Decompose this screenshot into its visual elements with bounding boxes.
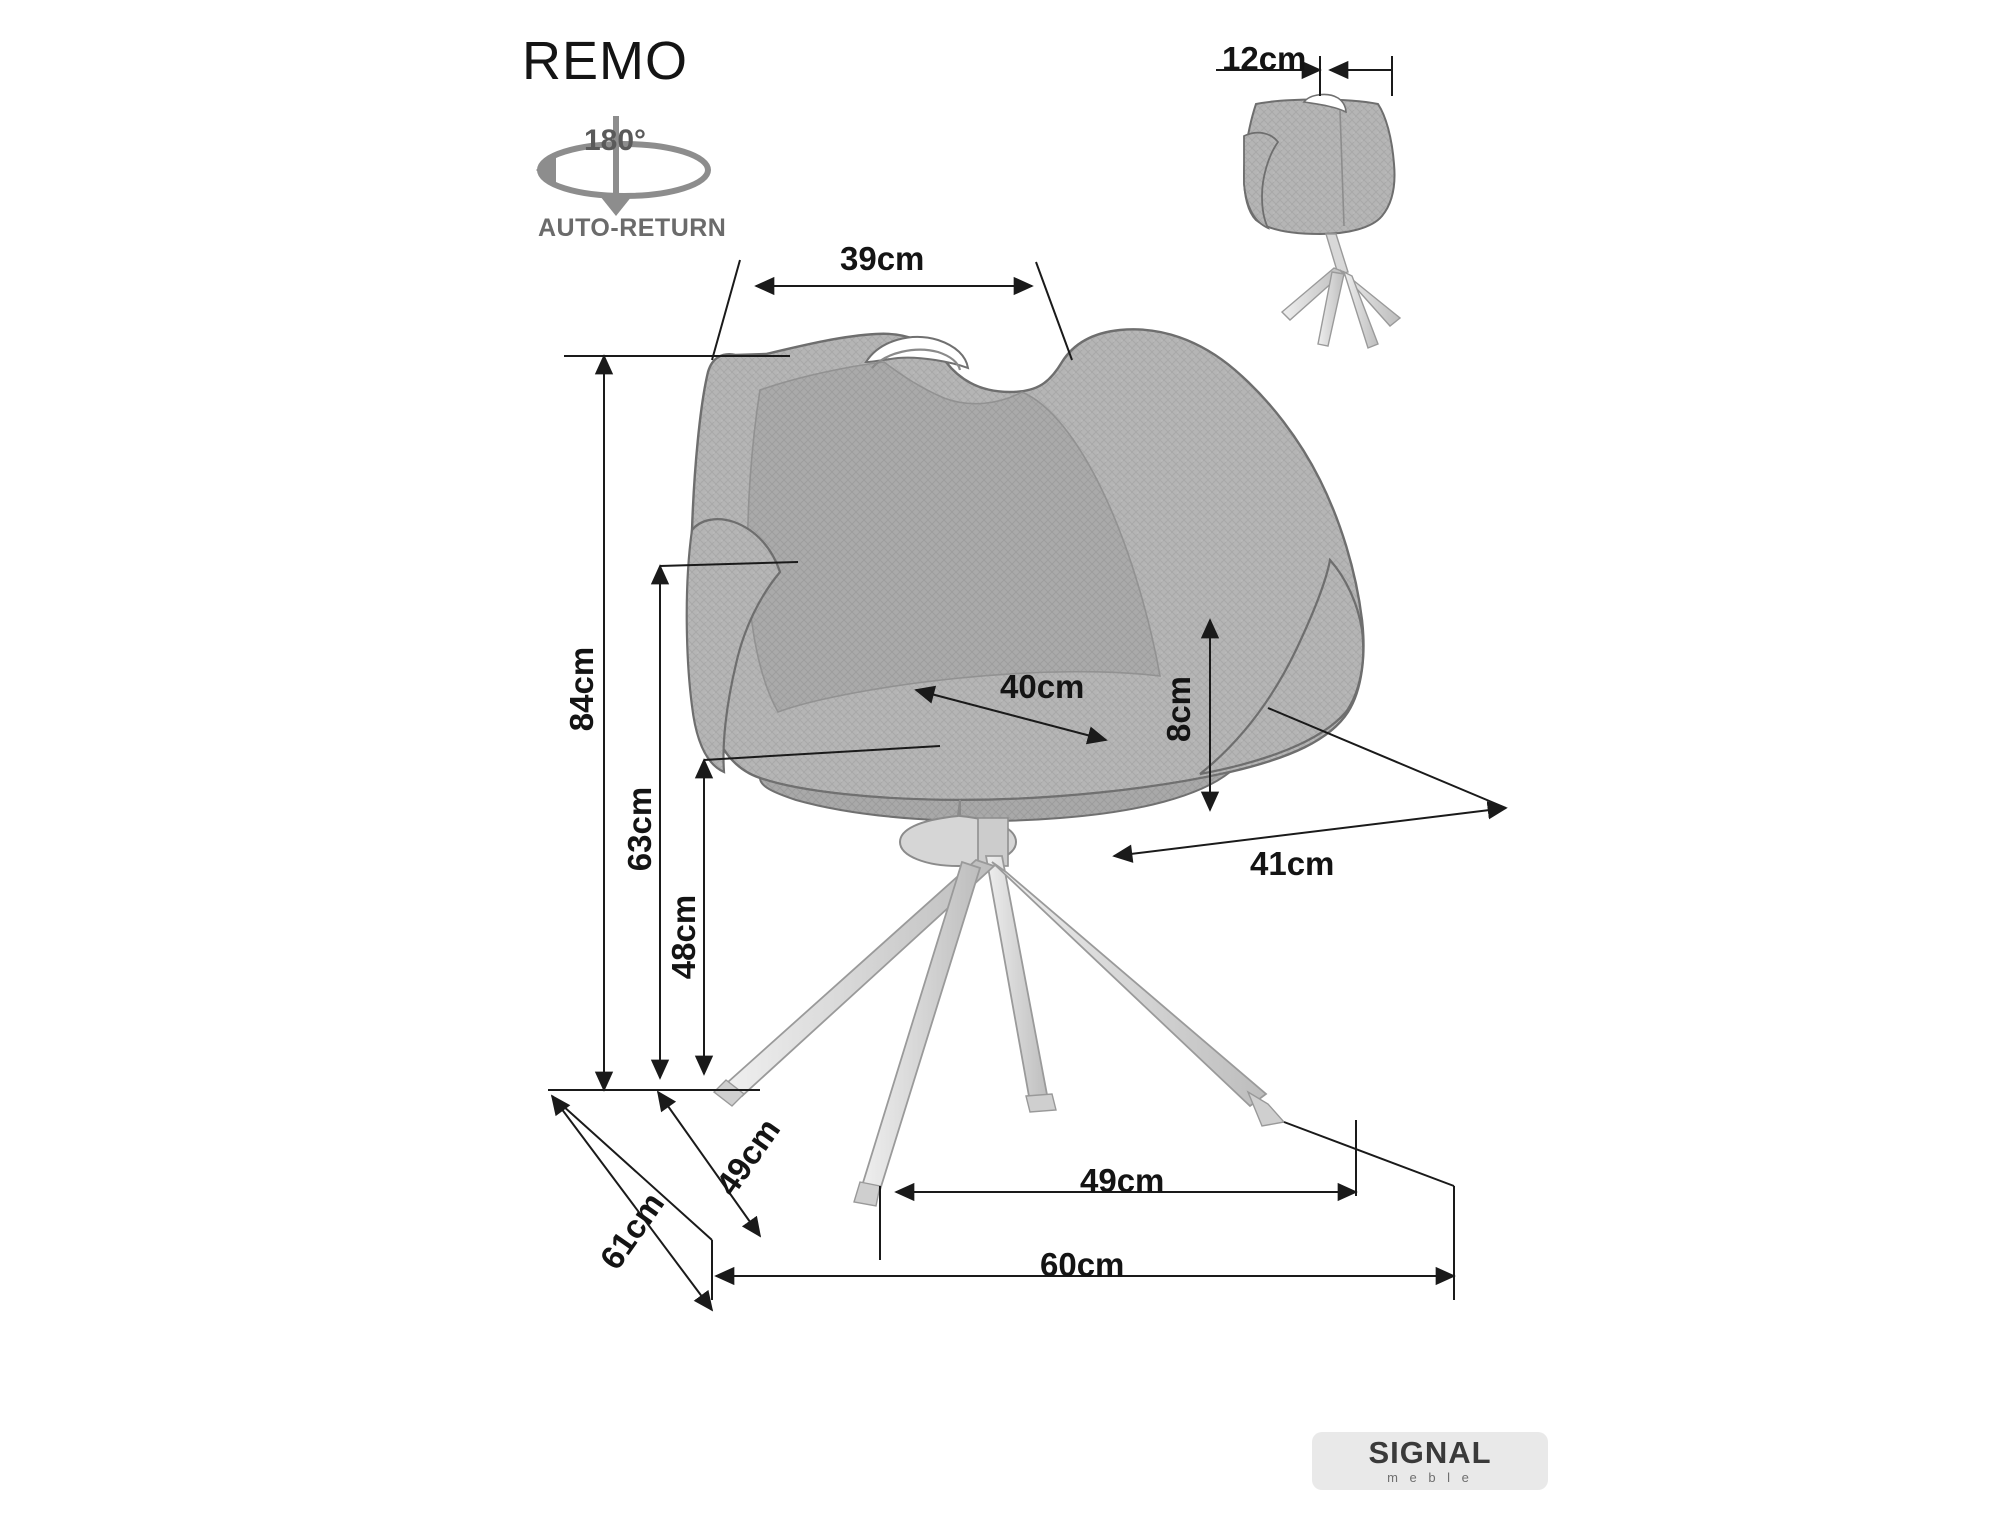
dim-seat-depth: 40cm <box>1000 668 1085 705</box>
dim-width-top: 39cm <box>840 240 925 277</box>
dim-back-detail: 12cm <box>1222 40 1307 77</box>
dim-base-width-outer: 60cm <box>1040 1246 1125 1283</box>
page-title: REMO <box>522 31 688 91</box>
brand-logo <box>1312 1432 1548 1490</box>
dim-base-depth-inner: 49cm <box>708 1111 788 1202</box>
rotation-degrees: 180° <box>584 124 647 157</box>
chair-main-view <box>687 329 1364 1206</box>
leg-front-center <box>986 856 1048 1102</box>
dim-seat-width: 41cm <box>1250 845 1335 882</box>
logo-subtitle: m e b l e <box>1387 1470 1473 1485</box>
foot-1 <box>1026 1094 1056 1112</box>
dim-armrest-height: 8cm <box>1160 675 1198 743</box>
foot-3 <box>1248 1092 1284 1126</box>
dim-base-width-inner: 49cm <box>1080 1162 1165 1199</box>
logo-wordmark: SIGNAL <box>1368 1435 1492 1470</box>
foot-4 <box>854 1182 880 1206</box>
back-view-leg-4 <box>1344 272 1378 348</box>
auto-return-label: AUTO-RETURN <box>538 214 727 242</box>
dim-total-height: 84cm <box>563 646 601 732</box>
chair-legs <box>714 856 1284 1206</box>
dim-base-depth-outer: 61cm <box>592 1185 672 1276</box>
chair-back-view <box>1244 95 1400 348</box>
dim-back-height: 63cm <box>621 786 659 872</box>
dim-seat-height: 48cm <box>665 894 703 980</box>
back-view-post <box>1326 234 1348 274</box>
